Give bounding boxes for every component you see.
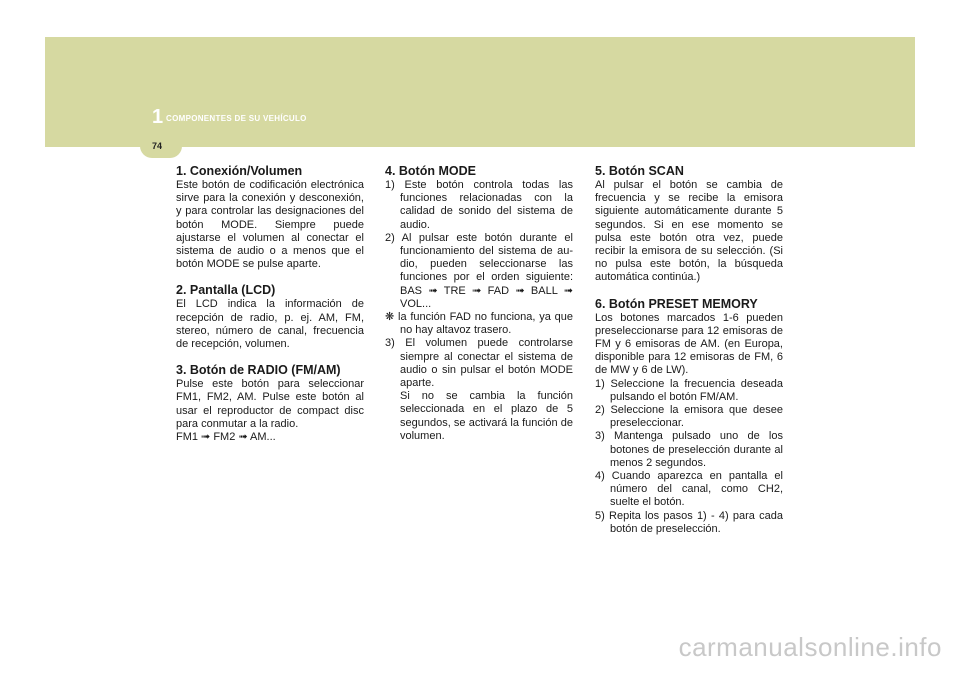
radio-sequence: FM1 ➟ FM2 ➟ AM... (176, 431, 276, 444)
section-text-lcd: El LCD indica la información de recepción de radio, p. ej. AM, FM, stereo, número de canal, frecuencia de recepción, volumen. (176, 298, 364, 351)
page-number: 74 (152, 141, 163, 151)
section-title-scan: 5. Botón SCAN (595, 164, 684, 178)
note-item: ❋ la función FAD no funciona, ya que no hay altavoz trasero. (385, 311, 573, 337)
section-title-preset: 6. Botón PRESET MEMORY (595, 296, 758, 311)
chapter-title: COMPONENTES DE SU VEHÍCULO (166, 114, 307, 123)
list-item-continuation: Si no se cambia la función seleccionada en el plazo de 5 segundos, se activará la función de volumen. (400, 390, 573, 442)
list-item: 1) Este botón controla todas las funciones relacionadas con la calidad de sonido del sistema de audio. (385, 179, 573, 231)
list-item: 1) Seleccione la frecuencia deseada pulsando el botón FM/AM. (595, 377, 783, 403)
section-text-radio: Pulse este botón para seleccionar FM1, FM2, AM. Pulse este botón al usar el reproductor de compact disc para conmutar a la radio. (176, 378, 364, 430)
column-2 (385, 164, 573, 443)
section-title-lcd: 2. Pantalla (LCD) (176, 283, 276, 298)
watermark-text: carmanualsonline.info (678, 632, 942, 662)
section-text-preset: Los botones marcados 1-6 pueden preseleccionarse para 12 emisoras de FM y 6 emisoras de AM. (en Europa, disponible para 12 emisoras de FM, 6 de MW y 6 de LW). (595, 311, 783, 377)
section-title-radio: 3. Botón de RADIO (FM/AM) (176, 363, 341, 378)
section-text-volume: Este botón de codificación electrónica sirve para la conexión y desconexión, y para controlar las designaciones del botón MODE. Siempre puede ajustarse el volumen al conectar el sistema de audio o a menos que el botón MODE se pulse aparte. (176, 179, 364, 271)
header-band (45, 37, 915, 147)
section-text-scan: Al pulsar el botón se cambia de frecuencia y se recibe la emisora siguiente automáticamente durante 5 segundos. Si en ese momento se pulsa este botón otra vez, puede recibir la emisora de su selección. (Si no pulsa este botón, la búsqueda automática continúa.) (595, 179, 783, 284)
list-item: 3) El volumen puede controlarse siempre al conectar el sistema de audio o sin pulsar el botón MODE aparte. (385, 337, 573, 390)
list-item: 3) Mantenga pulsado uno de los botones de preselección durante al menos 2 segundos. (595, 430, 783, 469)
list-item: 5) Repita los pasos 1) - 4) para cada botón de preselección. (595, 509, 783, 535)
chapter-number: 1 (152, 106, 164, 128)
column-3 (595, 164, 783, 536)
list-item: 2) Al pulsar este botón durante el funcionamiento del sistema de au- dio, pueden seleccionarse las funciones por el orden siguiente: BAS ➟ TRE ➟ FAD ➟ BALL ➟ VOL... (385, 231, 573, 310)
section-title-mode: 4. Botón MODE (385, 164, 476, 178)
list-item: 2) Seleccione la emisora que desee preseleccionar. (595, 404, 783, 430)
section-title-volume: 1. Conexión/Volumen (176, 164, 303, 178)
column-1 (176, 164, 364, 444)
list-item: 4) Cuando aparezca en pantalla el número del canal, como CH2, suelte el botón. (595, 470, 783, 509)
